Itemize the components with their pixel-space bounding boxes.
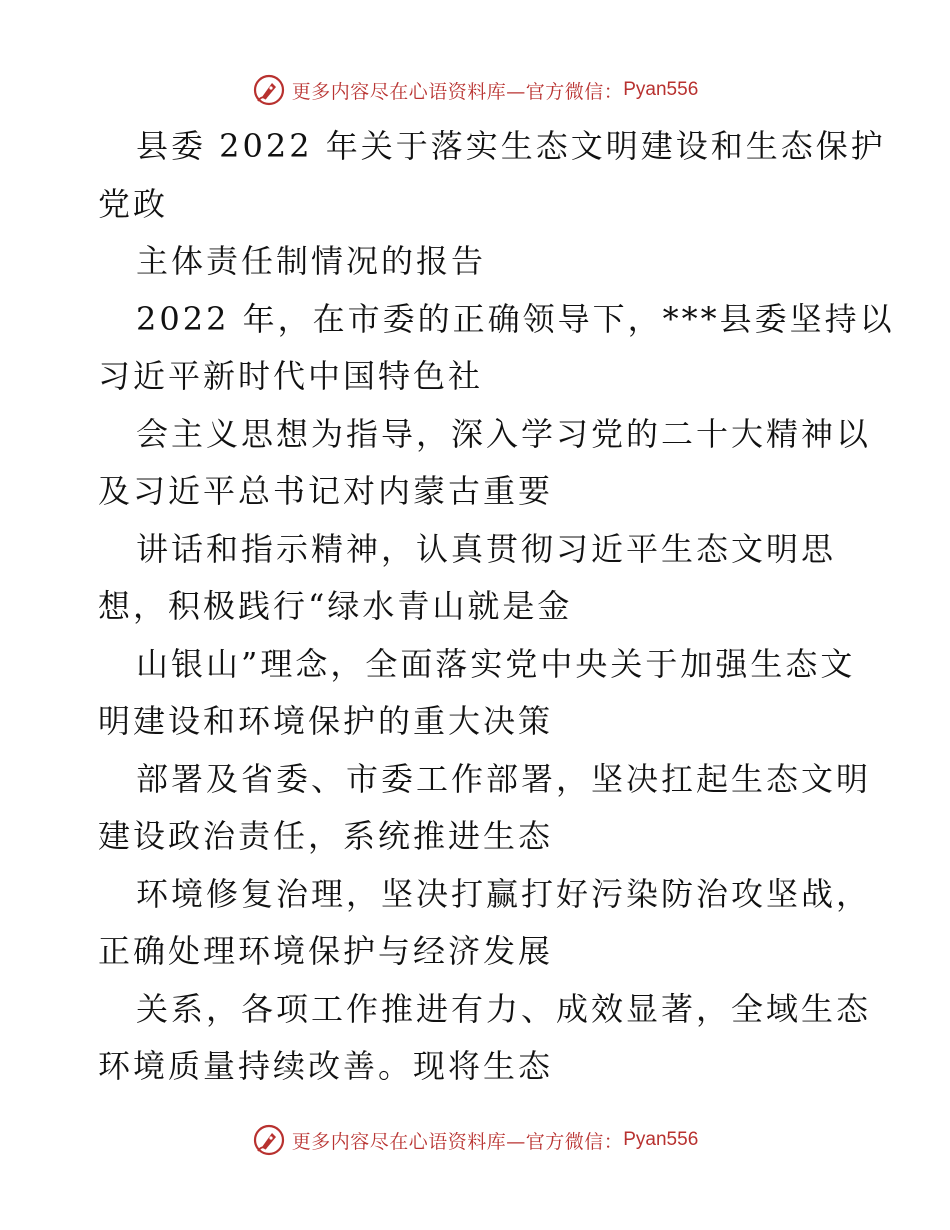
text-line: 环境修复治理，坚决打赢打好污染防治攻坚战， — [136, 874, 872, 913]
text-line: 习近平新时代中国特色社 — [98, 357, 484, 395]
watermark-wechat-id: Pyan556 — [623, 79, 699, 100]
watermark-site-text: 更多内容尽在心语资料库—官方微信： — [291, 1130, 624, 1153]
text-line: 讲话和指示精神，认真贯彻习近平生态文明思 — [136, 529, 837, 568]
pen-nib-circle-icon — [252, 1123, 286, 1157]
text-line: 关系，各项工作推进有力、成效显著，全域生态 — [136, 989, 872, 1028]
text-line: 主体责任制情况的报告 — [136, 242, 487, 280]
document-body — [98, 118, 895, 1096]
text-line: 会主义思想为指导，深入学习党的二十大精神以 — [136, 414, 872, 453]
text-line: 及习近平总书记对内蒙古重要 — [98, 472, 554, 510]
footer-watermark — [0, 1120, 950, 1160]
text-line: 党政 — [98, 184, 169, 223]
text-line: 山银山”理念，全面落实党中央关于加强生态文 — [136, 644, 856, 683]
watermark-wechat-id: Pyan556 — [623, 1129, 699, 1150]
text-line: 县委 2022 年关于落实生态文明建设和生态保护 — [136, 127, 886, 165]
pen-nib-circle-icon — [252, 73, 286, 107]
text-line: 环境质量持续改善。现将生态 — [98, 1047, 554, 1085]
text-line: 部署及省委、市委工作部署，坚决扛起生态文明 — [136, 759, 872, 798]
text-line: 建设政治责任，系统推进生态 — [98, 817, 554, 855]
text-line: 想，积极践行“绿水青山就是金 — [98, 587, 573, 625]
text-line: 2022 年，在市委的正确领导下，***县委坚持以 — [136, 299, 895, 338]
watermark-site-text: 更多内容尽在心语资料库—官方微信： — [291, 80, 624, 103]
header-watermark — [0, 70, 950, 110]
text-line: 明建设和环境保护的重大决策 — [98, 702, 554, 740]
text-line: 正确处理环境保护与经济发展 — [98, 932, 554, 970]
